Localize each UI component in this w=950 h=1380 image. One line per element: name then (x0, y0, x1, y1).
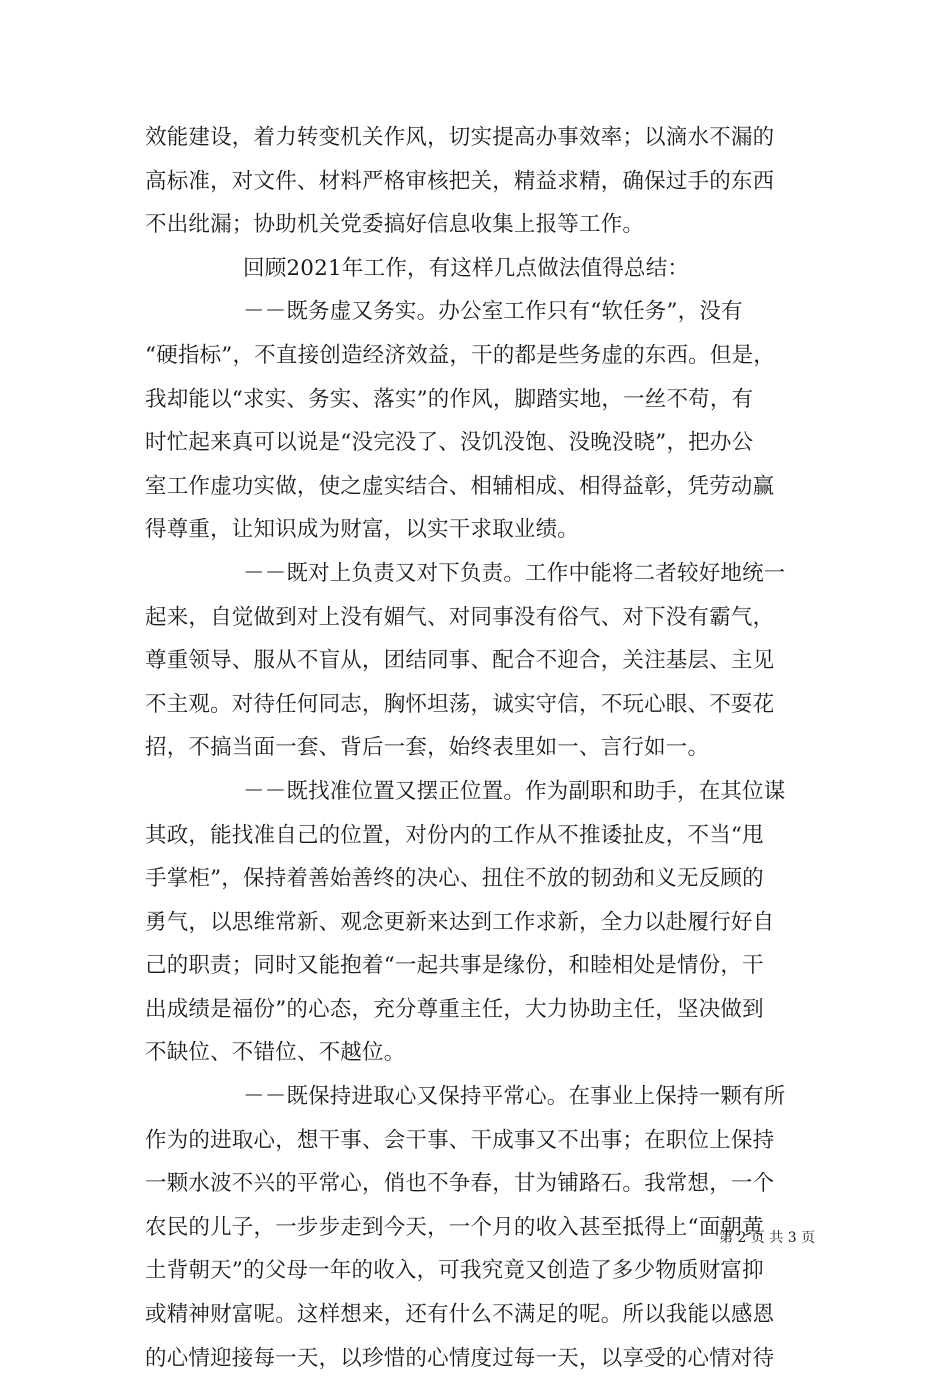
text-line: 手掌柜”，保持着善始善终的决心、扭住不放的韧劲和义无反顾的 (145, 866, 764, 892)
text-line: 高标准，对文件、材料严格审核把关，精益求精，确保过手的东西 (145, 168, 775, 194)
section-heading-line: －－既找准位置又摆正位置。作为副职和助手，在其位谋 (243, 778, 786, 804)
section-heading-line: －－既务虚又务实。办公室工作只有“软任务”，没有 (243, 299, 743, 325)
text-line: 回顾2021年工作，有这样几点做法值得总结： (243, 255, 690, 281)
text-line: 其政，能找准自己的位置，对份内的工作从不推诿扯皮，不当“甩 (145, 822, 764, 848)
section-heading-line: －－既对上负责又对下负责。工作中能将二者较好地统一 (243, 560, 786, 586)
text-line: 效能建设，着力转变机关作风，切实提高办事效率；以滴水不漏的 (145, 125, 775, 150)
text-line: 招，不搞当面一套、背后一套，始终表里如一、言行如一。 (145, 735, 710, 761)
text-line: 己的职责；同时又能抱着“一起共事是缘份，和睦相处是情份，干 (145, 953, 764, 979)
text-line: 勇气，以思维常新、观念更新来达到工作求新，全力以赴履行好自 (145, 909, 775, 935)
text-line: 的心情迎接每一天，以珍惜的心情度过每一天，以享受的心情对待 (145, 1345, 775, 1371)
text-line: 我却能以“求实、务实、落实”的作风，脚踏实地，一丝不苟，有 (145, 386, 754, 412)
text-line: 时忙起来真可以说是“没完没了、没饥没饱、没晚没晓”，把办公 (145, 430, 754, 456)
section-heading-line: －－既保持进取心又保持平常心。在事业上保持一颗有所 (243, 1084, 786, 1110)
text-line: 得尊重，让知识成为财富，以实干求取业绩。 (145, 517, 580, 543)
text-line: 作为的进取心，想干事、会干事、干成事又不出事；在职位上保持 (145, 1127, 775, 1153)
body-text (145, 116, 815, 1380)
text-line: 土背朝天”的父母一年的收入，可我究竟又创造了多少物质财富抑 (145, 1258, 764, 1284)
text-line: 出成绩是福份”的心态，充分尊重主任，大力协助主任，坚决做到 (145, 996, 764, 1022)
page-number: 第 2 页 共 3 页 (719, 1230, 816, 1246)
text-line: 不出纰漏；协助机关党委搞好信息收集上报等工作。 (145, 212, 645, 238)
text-line: 室工作虚功实做，使之虚实结合、相辅相成、相得益彰，凭劳动赢 (145, 473, 775, 499)
text-line: 不缺位、不错位、不越位。 (145, 1040, 406, 1066)
text-line: 尊重领导、服从不盲从，团结同事、配合不迎合，关注基层、主见 (145, 648, 775, 674)
text-line: “硬指标”，不直接创造经济效益，干的都是些务虚的东西。但是， (145, 342, 775, 368)
text-line: 一颗水波不兴的平常心，俏也不争春，甘为铺路石。我常想，一个 (145, 1171, 775, 1197)
text-line: 农民的儿子，一步步走到今天，一个月的收入甚至抵得上“面朝黄 (145, 1214, 764, 1240)
text-line: 起来，自觉做到对上没有媚气、对同事没有俗气、对下没有霸气， (145, 604, 775, 630)
text-line: 或精神财富呢。这样想来，还有什么不满足的呢。所以我能以感恩 (145, 1302, 775, 1328)
text-line: 不主观。对待任何同志，胸怀坦荡，诚实守信，不玩心眼、不耍花 (145, 691, 775, 717)
